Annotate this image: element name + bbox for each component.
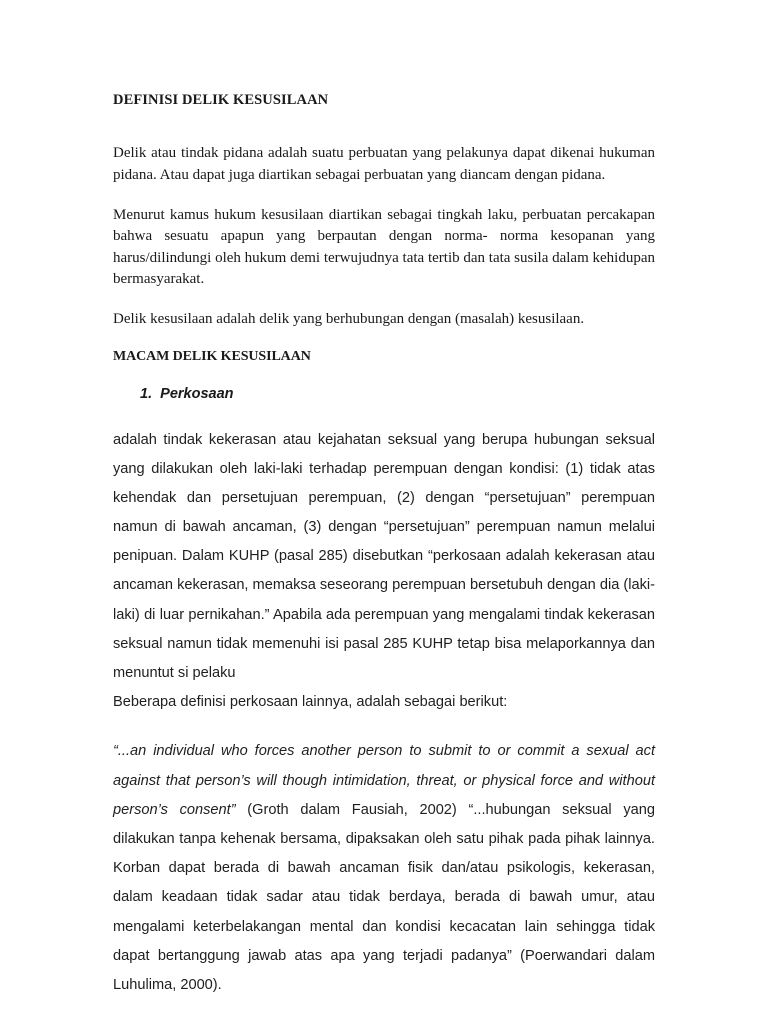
paragraph-intro-1: Delik atau tindak pidana adalah suatu perbuatan yang pelakunya dapat dikenai hukuman pidana. Atau dapat juga diartikan sebagai perbuatan yang diancam dengan pidana. [113, 145, 655, 183]
paragraph-intro-2: Menurut kamus hukum kesusilaan diartikan sebagai tingkah laku, perbuatan percakapan bahwa sesuatu apapun yang berpautan dengan norma- norma kesopanan yang harus/dilindungi oleh hukum demi terwujudnya tata tertib dan tata susila dalam kehidupan bermasyarakat. [113, 206, 655, 287]
section-heading-macam-delik-kesusilaan: MACAM DELIK KESUSILAAN [113, 348, 311, 364]
list-item-perkosaan: 1. Perkosaan [140, 385, 234, 402]
paragraph-lead-in-definitions: Beberapa definisi perkosaan lainnya, adalah sebagai berikut: [113, 694, 508, 711]
paragraph-definition-perkosaan: adalah tindak kekerasan atau kejahatan seksual yang berupa hubungan seksual yang dilakukan oleh laki-laki terhadap perempuan dengan kondisi: (1) tidak atas kehendak dan persetujuan perempuan, (2) dengan “persetujuan” perempuan namun di bawah ancaman, (3) dengan “persetujuan” perempuan namun melalui penipuan. Dalam KUHP (pasal 285) disebutkan “perkosaan adalah kekerasan atau ancaman kekerasan, memaksa seseorang perempuan bersetubuh dengan dia (laki-laki) di luar pernikahan.” Apabila ada perempuan yang mengalami tindak kekerasan seksual namun tidak memenuhi isi pasal 285 KUHP tetap bisa melaporkannya dan menuntut si pelaku [113, 431, 655, 681]
quote-indonesian: “...hubungan seksual yang dilakukan tanpa kehenak bersama, dipaksakan oleh satu pihak pada pihak lainnya. Korban dapat berada di bawah ancaman fisik dan/atau psikologis, kekerasan, dalam keadaan tidak sadar atau tidak berdaya, berada di bawah umur, atau mengalami keterbelakangan mental dan kondisi kecacatan lain sehingga tidak dapat bertanggung jawab atas apa yang terjadi padanya” (Poerwandari dalam Luhulima, 2000). [113, 801, 655, 993]
document-body [113, 92, 655, 1000]
quote-english: “...an individual who forces another person to submit to or commit a sexual act against that person’s will though intimidation, threat, or physical force and without person’s consent” [113, 743, 655, 818]
page-title: DEFINISI DELIK KESUSILAAN [113, 92, 329, 108]
paragraph-quotations [113, 737, 655, 1000]
quote-english-citation: (Groth dalam Fausiah, 2002) [235, 801, 469, 818]
paragraph-intro-3: Delik kesusilaan adalah delik yang berhubungan dengan (masalah) kesusilaan. [113, 311, 585, 328]
